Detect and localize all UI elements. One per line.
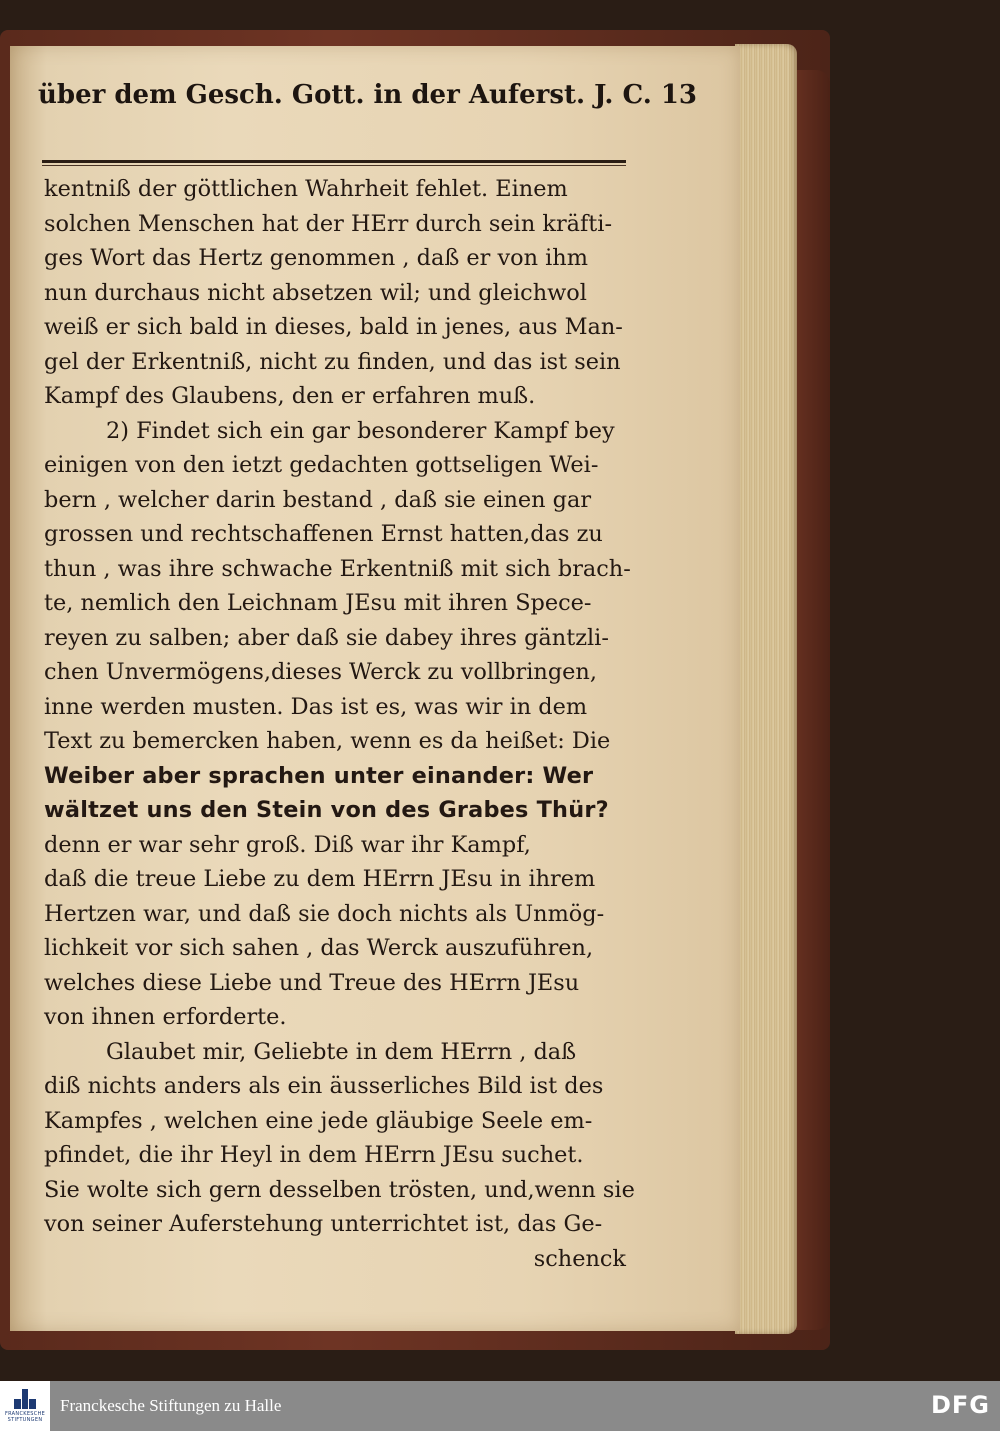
text-line: von ihnen erforderte.: [44, 1004, 287, 1030]
logo-caption: FRANCKESCHE STIFTUNGEN: [4, 1411, 46, 1423]
scripture-quote-line: Weiber aber sprachen unter einander: Wer: [44, 762, 594, 789]
text-line: Hertzen war, und daß sie doch nichts als Unmög-: [44, 900, 605, 927]
text-line: bern , welcher darin bestand , daß sie einen gar: [44, 486, 592, 513]
text-line: pfindet, die ihr Heyl in dem HErrn JEsu suchet.: [44, 1142, 584, 1168]
running-header: über dem Gesch. Gott. in der Auferst. J. C. 13: [38, 80, 698, 110]
text-line: kentniß der göttlichen Wahrheit fehlet. Einem: [44, 176, 568, 202]
header-rule-thin: [42, 165, 626, 166]
text-line: chen Unvermögens,dieses Werck zu vollbringen,: [44, 659, 597, 685]
text-line: von seiner Auferstehung unterrichtet ist, das Ge-: [44, 1211, 603, 1237]
header-rule: [42, 160, 626, 163]
text-line: 2) Findet sich ein gar besonderer Kampf bey: [106, 417, 615, 444]
page-body: [44, 172, 634, 1276]
text-line: einigen von den ietzt gedachten gottseligen Wei-: [44, 452, 599, 478]
text-line: daß die treue Liebe zu dem HErrn JEsu in ihrem: [44, 866, 596, 892]
text-line: welches diese Liebe und Treue des HErrn JEsu: [44, 969, 580, 996]
text-line: inne werden musten. Das ist es, was wir in dem: [44, 693, 588, 720]
text-line: Kampfes , welchen eine jede gläubige Seele em-: [44, 1107, 593, 1134]
scripture-quote-line: wältzet uns den Stein von des Grabes Thür?: [44, 797, 609, 823]
text-line: Glaubet mir, Geliebte in dem HErrn , daß: [106, 1038, 577, 1065]
institution-logo[interactable]: [0, 1381, 50, 1431]
dfg-logo[interactable]: DFG: [930, 1391, 990, 1419]
text-line: Text zu bemercken haben, wenn es da heißet: Die: [44, 728, 611, 754]
text-line: te, nemlich den Leichnam JEsu mit ihren Spece-: [44, 590, 592, 616]
text-line: grossen und rechtschaffenen Ernst hatten,das zu: [44, 521, 603, 547]
text-line: nun durchaus nicht absetzen wil; und gleichwol: [44, 279, 587, 306]
text-line: Sie wolte sich gern desselben trösten, und,wenn sie: [44, 1176, 635, 1203]
text-line: denn er war sehr groß. Diß war ihr Kampf,: [44, 831, 531, 858]
catchword: schenck: [533, 1245, 626, 1272]
text-line: ges Wort das Hertz genommen , daß er von ihm: [44, 245, 588, 271]
text-line: gel der Erkentniß, nicht zu finden, und das ist sein: [44, 348, 621, 375]
text-line: weiß er sich bald in dieses, bald in jenes, aus Man-: [44, 314, 623, 340]
institution-name[interactable]: Franckesche Stiftungen zu Halle: [60, 1396, 282, 1415]
text-line: reyen zu salben; aber daß sie dabey ihres gäntzli-: [44, 624, 609, 651]
text-line: diß nichts anders als ein äusserliches Bild ist des: [44, 1073, 604, 1099]
text-line: thun , was ihre schwache Erkentniß mit sich brach-: [44, 555, 631, 582]
text-line: lichkeit vor sich sahen , das Werck auszuführen,: [44, 935, 594, 961]
page-edges: [735, 44, 797, 1334]
building-icon: [14, 1389, 36, 1409]
text-line: solchen Menschen hat der HErr durch sein kräfti-: [44, 210, 613, 237]
viewer-footer: [0, 1381, 1000, 1431]
text-line: Kampf des Glaubens, den er erfahren muß.: [44, 383, 536, 409]
